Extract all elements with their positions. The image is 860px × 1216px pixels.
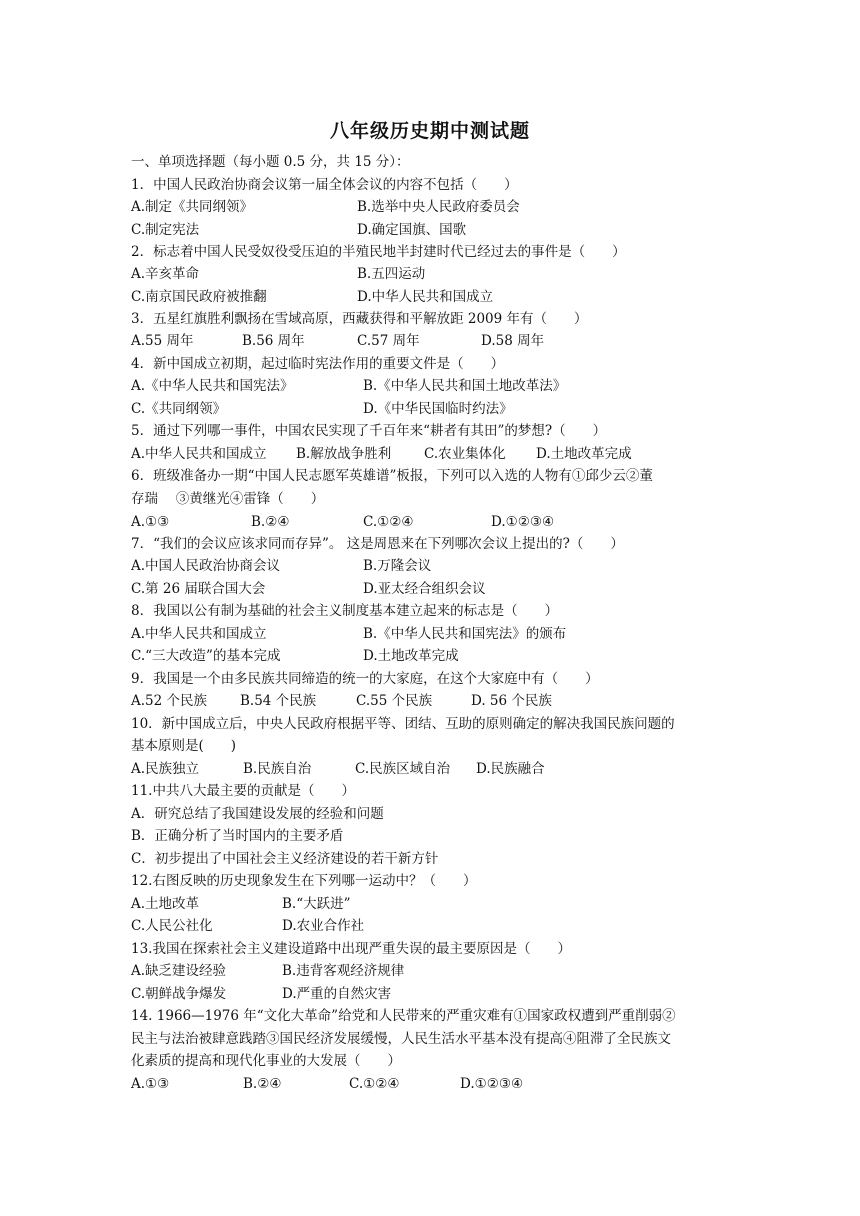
question-stem-continued: 化素质的提高和现代化事业的大发展（ ） [131,1053,401,1069]
option-c: C.第 26 届联合国大会 [131,581,266,597]
question-stem: 13.我国在探索社会主义建设道路中出现严重失误的最主要原因是（ ） [131,941,571,957]
option-c: C.《共同纲领》 [131,401,227,417]
option-b: B．正确分析了当时国内的主要矛盾 [131,828,344,844]
option-a: A.辛亥革命 [131,266,200,282]
option-c: C.“三大改造”的基本完成 [131,648,281,664]
option-c: C.人民公社化 [131,918,213,934]
option-b: B.②④ [251,514,290,530]
option-d: D.中华人民共和国成立 [357,289,494,305]
option-b: B.选举中央人民政府委员会 [357,199,520,215]
option-d: D.①②③④ [491,514,555,530]
option-c: C.55 个民族 [356,693,433,709]
option-a: A.中国人民政治协商会议 [131,558,281,574]
option-b: B.“大跃进” [282,896,351,912]
option-b: B.民族自治 [243,761,312,777]
option-c: C.朝鲜战争爆发 [131,986,227,1002]
section-heading: 一、单项选择题（每小题 0.5 分，共 15 分）： [131,154,410,170]
option-c: C.农业集体化 [424,446,506,462]
option-d: D.土地改革完成 [536,446,632,462]
question-stem-continued: 基本原则是( ) [131,738,237,754]
question-stem: 2．标志着中国人民受奴役受压迫的半殖民地半封建时代已经过去的事件是（ ） [131,244,626,260]
option-d: D.确定国旗、国歌 [357,222,467,238]
option-a: A.缺乏建设经验 [131,963,227,979]
option-d: D.《中华民国临时约法》 [363,401,513,417]
question-stem: 11.中共八大最主要的贡献是（ ） [131,783,355,799]
option-d: D.农业合作社 [282,918,365,934]
option-d: D.58 周年 [481,333,545,349]
option-c: C．初步提出了中国社会主义经济建设的若干新方针 [131,851,439,867]
question-stem: 6．班级准备办一期“中国人民志愿军英雄谱”板报，下列可以入选的人物有①邱少云②董 [131,468,653,484]
option-b: B.《中华人民共和国宪法》的颁布 [363,626,567,642]
question-stem: 7．“我们的会议应该求同而存异”。 这是周恩来在下列哪次会议上提出的?（ ） [131,536,624,552]
option-d: D. 56 个民族 [471,693,552,709]
question-stem: 14. 1966—1976 年“文化大革命”给党和人民带来的严重灾难有①国家政权遭到严重削弱② [131,1008,676,1024]
option-a: A.中华人民共和国成立 [131,626,267,642]
question-stem: 9．我国是一个由多民族共同缔造的统一的大家庭，在这个大家庭中有（ ） [131,671,599,687]
question-stem: 1．中国人民政治协商会议第一届全体会议的内容不包括（ ） [131,177,518,193]
option-d: D.严重的自然灾害 [282,986,392,1002]
option-a: A.民族独立 [131,761,200,777]
option-b: B.解放战争胜利 [296,446,392,462]
option-a: A.①③ [131,1076,170,1092]
option-d: D.亚太经合组织会议 [363,581,486,597]
option-a: A.52 个民族 [131,693,208,709]
option-c: C.①②④ [363,514,414,530]
option-c: C.民族区域自治 [355,761,451,777]
question-stem: 5．通过下列哪一事件，中国农民实现了千百年来“耕者有其田”的梦想?（ ） [131,423,607,439]
option-a: A．研究总结了我国建设发展的经验和问题 [131,806,384,822]
option-c: C.南京国民政府被推翻 [131,289,267,305]
option-a: A.①③ [131,514,170,530]
option-a: A.中华人民共和国成立 [131,446,267,462]
option-b: B.《中华人民共和国土地改革法》 [363,378,567,394]
option-b: B.违背客观经济规律 [282,963,405,979]
question-stem: 4．新中国成立初期，起过临时宪法作用的重要文件是（ ） [131,356,505,372]
option-c: C.制定宪法 [131,222,200,238]
option-a: A.土地改革 [131,896,200,912]
option-c: C.57 周年 [357,333,420,349]
question-stem: 12.右图反映的历史现象发生在下列哪一运动中？（ ） [131,873,477,889]
question-stem-continued: 存瑞 ③黄继光④雷锋（ ） [131,491,325,507]
option-b: B.五四运动 [357,266,426,282]
option-d: D.土地改革完成 [363,648,459,664]
option-c: C.①②④ [349,1076,400,1092]
option-a: A.《中华人民共和国宪法》 [131,378,294,394]
page-title: 八年级历史期中测试题 [329,120,530,142]
option-a: A.55 周年 [131,333,194,349]
option-d: D.民族融合 [476,761,545,777]
question-stem-continued: 民主与法治被肆意践踏③国民经济发展缓慢，人民生活水平基本没有提高④阻滞了全民族文 [131,1031,671,1047]
option-d: D.①②③④ [460,1076,524,1092]
option-b: B.56 周年 [242,333,305,349]
option-a: A.制定《共同纲领》 [131,199,254,215]
option-b: B.万隆会议 [363,558,432,574]
option-b: B.②④ [243,1076,282,1092]
question-stem: 10．新中国成立后，中央人民政府根据平等、团结、互助的原则确定的解决我国民族问题的 [131,716,675,732]
option-b: B.54 个民族 [240,693,317,709]
question-stem: 3．五星红旗胜利飘扬在雪域高原，西藏获得和平解放距 2009 年有（ ） [131,311,588,327]
question-stem: 8．我国以公有制为基础的社会主义制度基本建立起来的标志是（ ） [131,603,559,619]
